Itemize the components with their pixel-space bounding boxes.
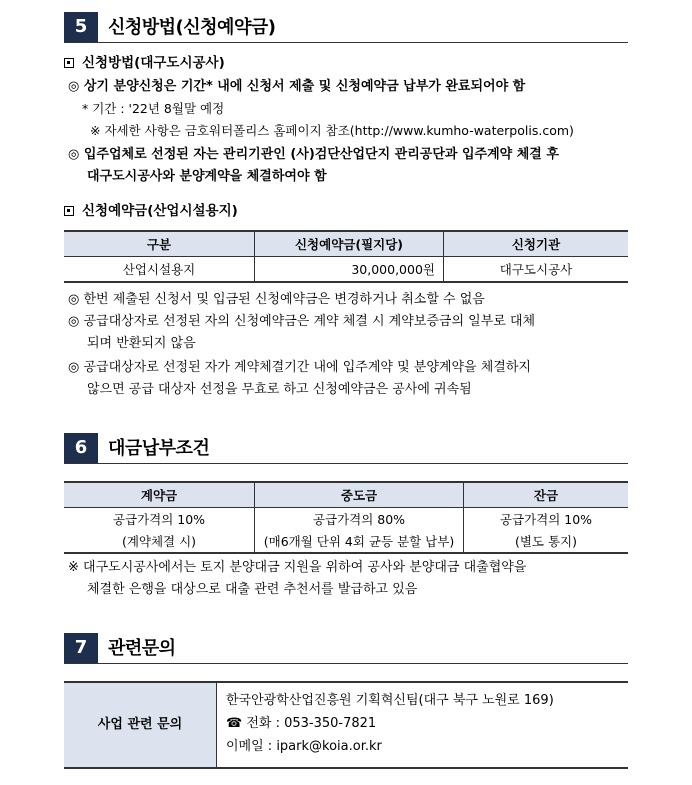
section-5-header bbox=[64, 12, 628, 43]
loan-note: ※ 대구도시공사에서는 토지 분양대금 지원을 위하여 공사와 분양대금 대출협약을 bbox=[68, 560, 527, 575]
deposit-note-3: ◎ 공급대상자로 선정된 자가 계약체결기간 내에 입주계약 및 분양계약을 체결하지 bbox=[68, 360, 531, 375]
table-header-cell: 잔금 bbox=[464, 482, 629, 508]
contact-label: 사업 관련 문의 bbox=[64, 683, 217, 767]
table-row bbox=[64, 257, 628, 283]
table-cell: 대구도시공사 bbox=[444, 257, 629, 283]
payment-table bbox=[64, 481, 628, 554]
subheading-deposit bbox=[64, 202, 238, 220]
contact-box bbox=[64, 681, 628, 769]
subheading-apply-method-text: 신청방법(대구도시공사) bbox=[82, 55, 225, 71]
section-7-header bbox=[64, 633, 628, 664]
table-cell: 공급가격의 10% bbox=[64, 508, 255, 531]
table-cell: 공급가격의 80% bbox=[255, 508, 464, 531]
contact-phone: ☎ 전화 : 053-350-7821 bbox=[226, 716, 377, 731]
table-cell: 30,000,000원 bbox=[255, 257, 444, 283]
table-header-cell: 구분 bbox=[64, 231, 255, 257]
apply-homepage-note: ※ 자세한 사항은 금호워터폴리스 홈페이지 참조(http://www.kumho-waterpolis.com) bbox=[90, 123, 574, 138]
subheading-apply-method bbox=[64, 54, 225, 72]
square-bullet-icon bbox=[64, 58, 74, 68]
section-6-title: 대금납부조건 bbox=[108, 438, 210, 459]
apply-line-2: ◎ 입주업체로 선정된 자는 관리기관인 (사)검단산업단지 관리공단과 입주계약 체결 후 bbox=[68, 147, 559, 162]
apply-period: * 기간 : '22년 8월말 예정 bbox=[82, 101, 225, 116]
apply-line-2-cont: 대구도시공사와 분양계약을 체결하여야 함 bbox=[87, 169, 327, 184]
loan-note-cont: 체결한 은행을 대상으로 대출 관련 추천서를 발급하고 있음 bbox=[87, 582, 418, 597]
deposit-table bbox=[64, 230, 628, 283]
contact-details bbox=[226, 689, 554, 758]
apply-line-1: ◎ 상기 분양신청은 기간* 내에 신청서 제출 및 신청예약금 납부가 완료되어야 함 bbox=[68, 79, 526, 94]
section-7-number: 7 bbox=[64, 633, 98, 663]
table-header-cell: 신청예약금(필지당) bbox=[255, 231, 444, 257]
section-5-number: 5 bbox=[64, 12, 98, 42]
section-6-header bbox=[64, 433, 628, 464]
table-row bbox=[64, 508, 628, 531]
section-7-title: 관련문의 bbox=[108, 638, 176, 659]
deposit-note-2: ◎ 공급대상자로 선정된 자의 신청예약금은 계약 체결 시 계약보증금의 일부로 대체 bbox=[68, 314, 536, 329]
table-header-cell: 계약금 bbox=[64, 482, 255, 508]
deposit-note-1: ◎ 한번 제출된 신청서 및 입금된 신청예약금은 변경하거나 취소할 수 없음 bbox=[68, 292, 485, 307]
square-bullet-icon bbox=[64, 206, 74, 216]
table-cell: 공급가격의 10% bbox=[464, 508, 629, 531]
contact-org: 한국안광학산업진흥원 기획혁신팀(대구 북구 노원로 169) bbox=[226, 693, 554, 708]
contact-email[interactable]: 이메일 : ipark@koia.or.kr bbox=[226, 739, 382, 754]
table-cell: (매6개월 단위 4회 균등 분할 납부) bbox=[255, 530, 464, 553]
table-row bbox=[64, 530, 628, 553]
table-header-cell: 중도금 bbox=[255, 482, 464, 508]
deposit-note-3-cont: 않으면 공급 대상자 선정을 무효로 하고 신청예약금은 공사에 귀속됨 bbox=[87, 382, 472, 397]
table-cell: (계약체결 시) bbox=[64, 530, 255, 553]
table-header-row bbox=[64, 231, 628, 257]
table-cell: (별도 통지) bbox=[464, 530, 629, 553]
subheading-deposit-text: 신청예약금(산업시설용지) bbox=[82, 203, 238, 219]
section-6-number: 6 bbox=[64, 433, 98, 463]
table-cell: 산업시설용지 bbox=[64, 257, 255, 283]
section-5-title: 신청방법(신청예약금) bbox=[108, 17, 276, 38]
deposit-note-2-cont: 되며 반환되지 않음 bbox=[87, 336, 196, 351]
table-header-row bbox=[64, 482, 628, 508]
table-header-cell: 신청기관 bbox=[444, 231, 629, 257]
